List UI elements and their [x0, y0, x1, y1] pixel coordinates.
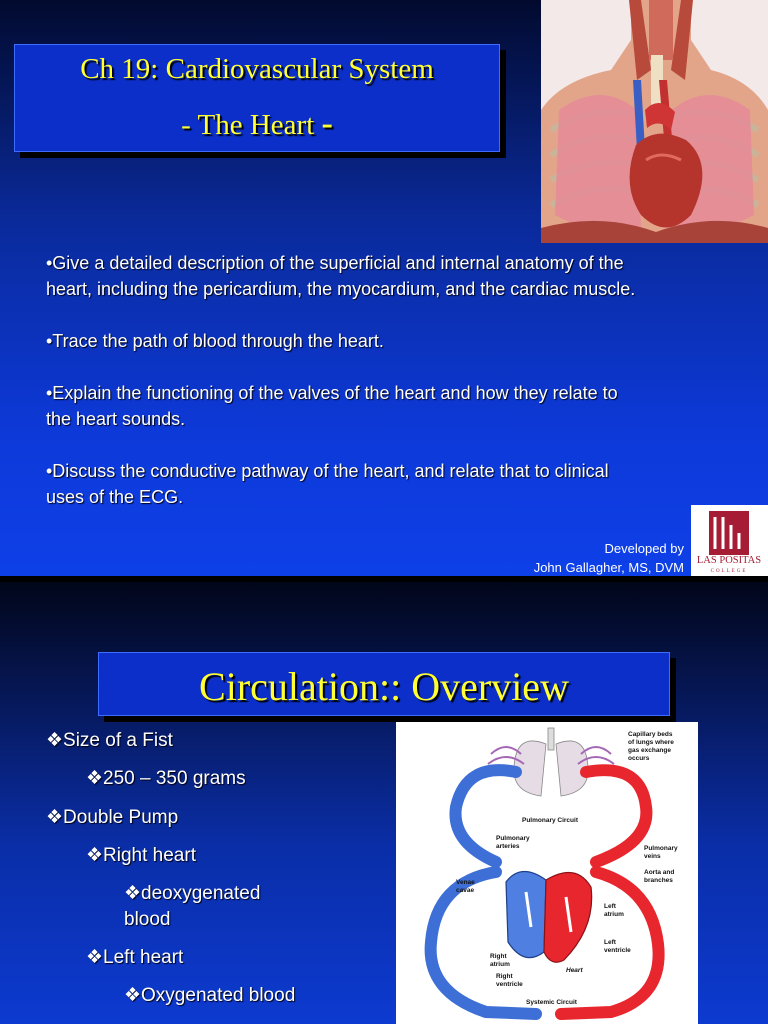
bullet-right-heart: ❖Right heart: [86, 845, 196, 866]
thoracic-anatomy-illustration: [541, 0, 768, 243]
bullet-size-of-fist: ❖Size of a Fist: [46, 730, 173, 751]
bullet-weight: ❖250 – 350 grams: [86, 768, 246, 789]
label-left-atrium-2: atrium: [604, 911, 624, 918]
slide-2-title: Circulation:: Overview: [199, 664, 569, 709]
subtitle-text: - The Heart: [181, 109, 322, 141]
label-venae-cavae-2: cavae: [456, 887, 475, 894]
objective-1: •Give a detailed description of the superficial and internal anatomy of the heart, including the pericardium, the myocardium, and the cardiac muscle.: [46, 253, 636, 299]
label-aorta-2: branches: [644, 877, 673, 884]
slide-2-title-box: [98, 652, 670, 716]
thoracic-anatomy-image: [541, 0, 768, 243]
label-right-ventricle-2: ventricle: [496, 981, 523, 988]
label-capillary-2: of lungs where: [628, 739, 674, 746]
logo-subtext: COLLEGE: [710, 569, 748, 574]
label-right-atrium-1: Right: [490, 953, 507, 960]
objective-2: •Trace the path of blood through the heart.: [46, 331, 384, 351]
objective-4: •Discuss the conductive pathway of the heart, and relate that to clinical uses of the ECG.: [46, 461, 609, 507]
slide-1-title: Ch 19: Cardiovascular System: [80, 53, 434, 85]
label-venae-cavae-1: Venae: [456, 879, 475, 886]
label-right-ventricle-1: Right: [496, 973, 513, 980]
label-capillary-1: Capillary beds: [628, 731, 673, 738]
objective-3: •Explain the functioning of the valves of the heart and how they relate to the heart sounds.: [46, 383, 618, 429]
label-pulmonary-circuit: Pulmonary Circuit: [522, 817, 578, 824]
slide-1-objectives: [46, 250, 646, 536]
slide-2: [0, 582, 768, 1024]
label-capillary-3: gas exchange: [628, 747, 671, 754]
label-pulmonary-veins-1: Pulmonary: [644, 845, 678, 852]
credit-line-1: Developed by: [604, 541, 684, 556]
subtitle-dash: -: [321, 105, 333, 142]
slide-1-title-box: [14, 44, 500, 152]
las-positas-logo: [691, 505, 768, 576]
bullet-deoxygenated: ❖deoxygenated: [124, 883, 261, 904]
logo-text: LAS POSITAS: [696, 555, 762, 566]
bullet-double-pump: ❖Double Pump: [46, 807, 179, 828]
label-systemic-circuit: Systemic Circuit: [526, 999, 577, 1006]
label-left-atrium-1: Left: [604, 903, 616, 910]
label-pulmonary-veins-2: veins: [644, 853, 661, 860]
slide-1-subtitle: [15, 105, 499, 143]
label-pulmonary-arteries-1: Pulmonary: [496, 835, 530, 842]
bullet-deoxygenated-cont: blood: [124, 909, 171, 930]
credit-line-2: John Gallagher, MS, DVM: [533, 560, 684, 575]
bullet-oxygenated: ❖Oxygenated blood: [124, 985, 296, 1006]
author-credit: [534, 539, 684, 576]
circulation-diagram: [396, 722, 698, 1024]
label-pulmonary-arteries-2: arteries: [496, 843, 520, 850]
las-positas-logo-mark: [691, 505, 768, 576]
label-right-atrium-2: atrium: [490, 961, 510, 968]
label-aorta-1: Aorta and: [644, 869, 675, 876]
label-heart: Heart: [566, 967, 583, 974]
label-left-ventricle-2: ventricle: [604, 947, 631, 954]
label-capillary-4: occurs: [628, 755, 650, 762]
label-left-ventricle-1: Left: [604, 939, 616, 946]
bullet-left-heart: ❖Left heart: [86, 947, 184, 968]
circulation-diagram-svg: [396, 722, 698, 1024]
